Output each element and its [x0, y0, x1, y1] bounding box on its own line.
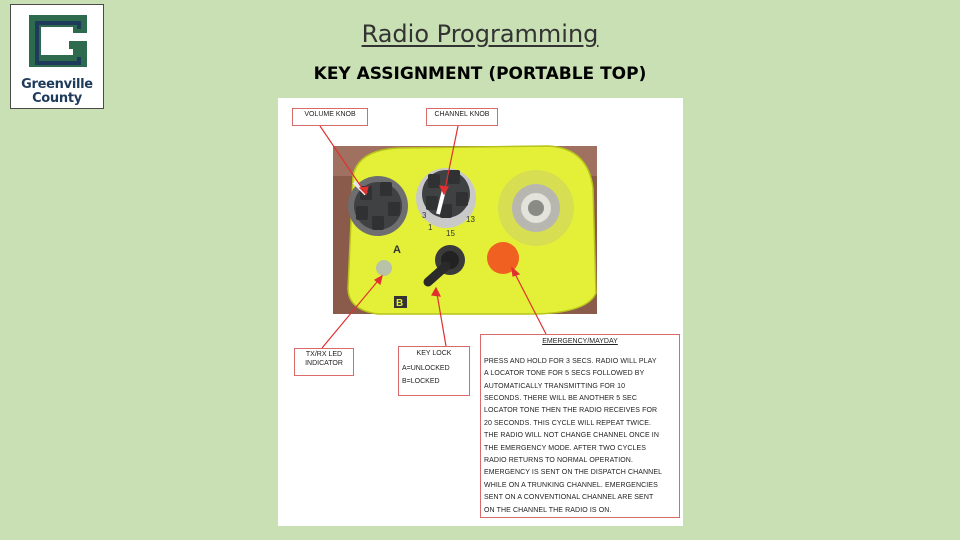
gc-monogram-icon — [11, 5, 103, 75]
logo-text-greenville: Greenville — [21, 77, 93, 92]
logo-text-county: County — [32, 91, 82, 106]
slide-title-text: Radio Programming — [361, 20, 599, 48]
slide-title — [280, 20, 680, 48]
callout-volume-knob — [292, 108, 368, 126]
callout-volume-knob-label: VOLUME KNOB — [304, 111, 356, 118]
volume-knob-icon — [348, 176, 408, 236]
callout-channel-knob-label: CHANNEL KNOB — [434, 111, 490, 118]
emergency-text-line: PRESS AND HOLD FOR 3 SECS. RADIO WILL PLAY — [484, 357, 657, 365]
emergency-text-line: AUTOMATICALLY TRANSMITTING FOR 10 — [484, 382, 626, 390]
antenna-connector-icon — [498, 170, 574, 246]
callout-key-lock-locked: B=LOCKED — [402, 377, 440, 385]
emergency-text-line: RADIO RETURNS TO NORMAL OPERATION. — [484, 457, 633, 464]
channel-number: 3 — [422, 211, 427, 220]
emergency-text-line: 20 SECONDS. THIS CYCLE WILL REPEAT TWICE. — [484, 419, 652, 427]
tx-rx-led-icon — [376, 260, 392, 276]
callout-emergency — [480, 334, 680, 518]
callout-key-lock-title: KEY LOCK — [416, 350, 452, 357]
radio-diagram-panel — [278, 98, 683, 526]
callout-channel-knob — [426, 108, 498, 126]
callout-emergency-title: EMERGENCY/MAYDAY — [542, 338, 618, 345]
emergency-text-line: A LOCATOR TONE FOR 5 SECS FOLLOWED BY — [484, 370, 645, 378]
emergency-text-line: SECONDS. THERE WILL BE ANOTHER 5 SEC — [484, 394, 637, 402]
emergency-text-line: SENT ON A CONVENTIONAL CHANNEL ARE SENT — [484, 494, 654, 502]
callout-tx-rx-led-line1: TX/RX LED — [305, 351, 343, 358]
emergency-text-line: EMERGENCY IS SENT ON THE DISPATCH CHANNEL — [484, 469, 663, 477]
emergency-text-line: THE EMERGENCY MODE. AFTER TWO CYCLES — [484, 444, 647, 452]
slide-subtitle: KEY ASSIGNMENT (PORTABLE TOP) — [313, 64, 647, 84]
emergency-text-line: WHILE ON A TRUNKING CHANNEL. EMERGENCIES — [484, 481, 658, 489]
channel-number: 1 — [428, 223, 433, 232]
callout-key-lock-unlocked: A=UNLOCKED — [402, 364, 450, 372]
channel-number: 15 — [446, 229, 455, 238]
emergency-text-line: ON THE CHANNEL THE RADIO IS ON. — [484, 506, 612, 514]
switch-label-a: A — [393, 244, 401, 256]
channel-number: 13 — [466, 215, 475, 224]
callout-tx-rx-led — [294, 348, 354, 376]
callout-tx-rx-led-line2: INDICATOR — [305, 359, 343, 367]
callout-key-lock — [398, 346, 470, 396]
switch-label-b: B — [396, 298, 404, 309]
greenville-county-logo — [10, 4, 104, 109]
emergency-text-line: THE RADIO WILL NOT CHANGE CHANNEL ONCE IN — [484, 432, 659, 440]
emergency-text-line: LOCATOR TONE THEN THE RADIO RECEIVES FOR — [484, 407, 658, 415]
